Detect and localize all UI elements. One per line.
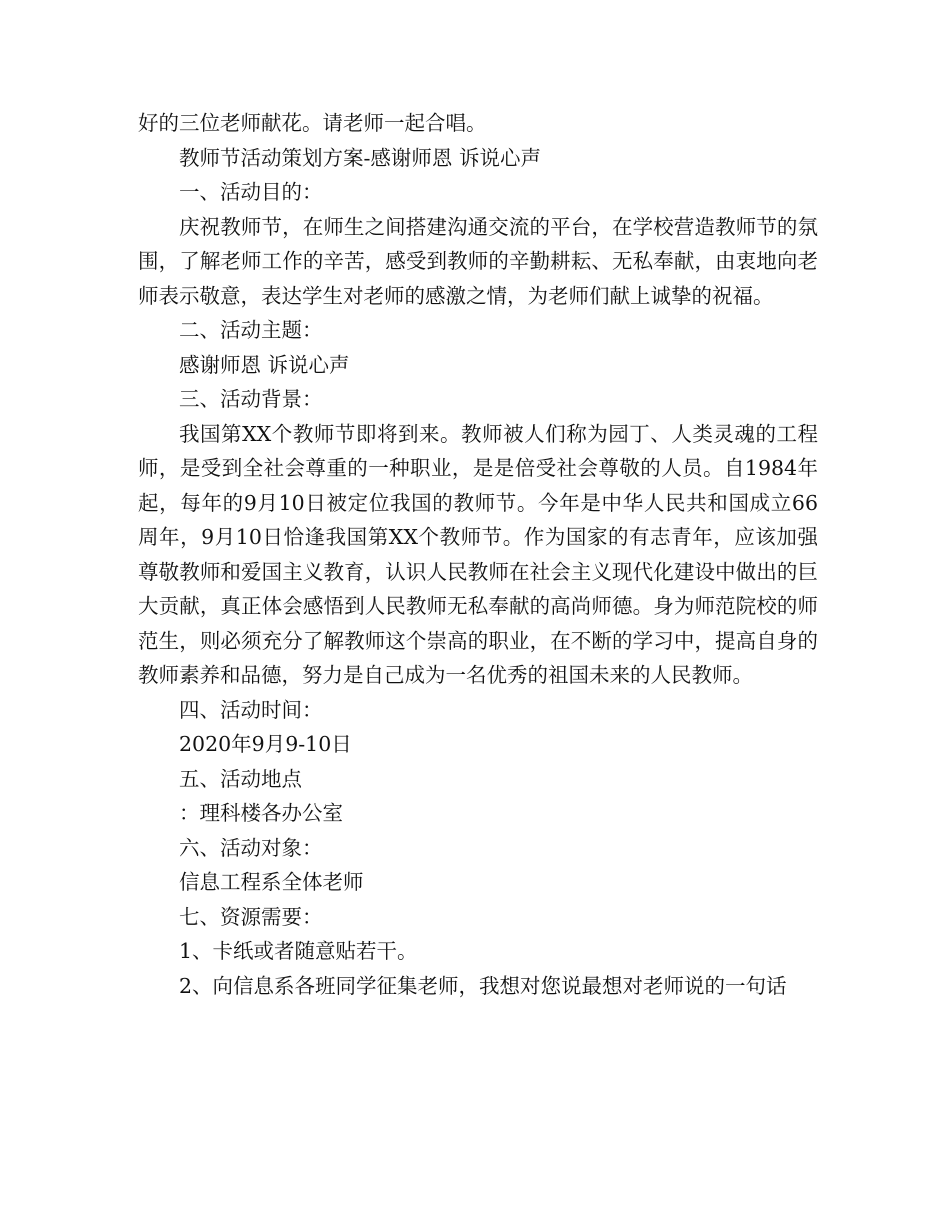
section-heading: 一、活动目的： bbox=[179, 180, 323, 204]
text-line: 教师节活动策划方案-感谢师恩 诉说心声 bbox=[179, 145, 541, 170]
text-line: 信息工程系全体老师 bbox=[179, 870, 364, 894]
list-item: 1、卡纸或者随意贴若干。 bbox=[179, 939, 418, 963]
section-heading: 三、活动背景： bbox=[179, 387, 323, 411]
text-line: 感谢师恩 诉说心声 bbox=[179, 352, 350, 377]
paragraph: 我国第XX个教师节即将到来。教师被人们称为园丁、人类灵魂的工程师，是受到全社会尊重的一种职业，是是倍受社会尊敬的人员。自1984年起，每年的9月10日被定位我国的教师节。今年是中华人民共和国成立66周年，9月10日恰逢我国第XX个教师节。作为国家的有志青年，应该加强尊敬教师和爱国主义教育，认识人民教师在社会主义现代化建设中做出的巨大贡献，真正体会感悟到人民教师无私奉献的高尚师德。身为师范院校的师范生，则必须充分了解教师这个崇高的职业，在不断的学习中，提高自身的教师素养和品德，努力是自己成为一名优秀的祖国未来的人民教师。 bbox=[138, 421, 818, 687]
section-heading: 六、活动对象： bbox=[179, 835, 323, 860]
section-heading: 七、资源需要： bbox=[179, 904, 323, 929]
section-heading: 二、活动主题： bbox=[179, 318, 323, 342]
paragraph: 庆祝教师节，在师生之间搭建沟通交流的平台，在学校营造教师节的氛围，了解老师工作的辛苦，感受到教师的辛勤耕耘、无私奉献，由衷地向老师表示敬意，表达学生对老师的感激之情，为老师们献上诚挚的祝福。 bbox=[138, 214, 818, 308]
list-item: 2、向信息系各班同学征集老师，我想对您说最想对老师说的一句话 bbox=[179, 973, 787, 998]
section-heading: 四、活动时间： bbox=[179, 697, 323, 722]
text-line: 好的三位老师献花。请老师一起合唱。 bbox=[138, 111, 487, 135]
section-heading: 五、活动地点 bbox=[179, 766, 302, 791]
text-line: ：理科楼各办公室 bbox=[179, 801, 343, 825]
text-line: 2020年9月9-10日 bbox=[179, 732, 352, 756]
document-page bbox=[138, 106, 818, 1003]
